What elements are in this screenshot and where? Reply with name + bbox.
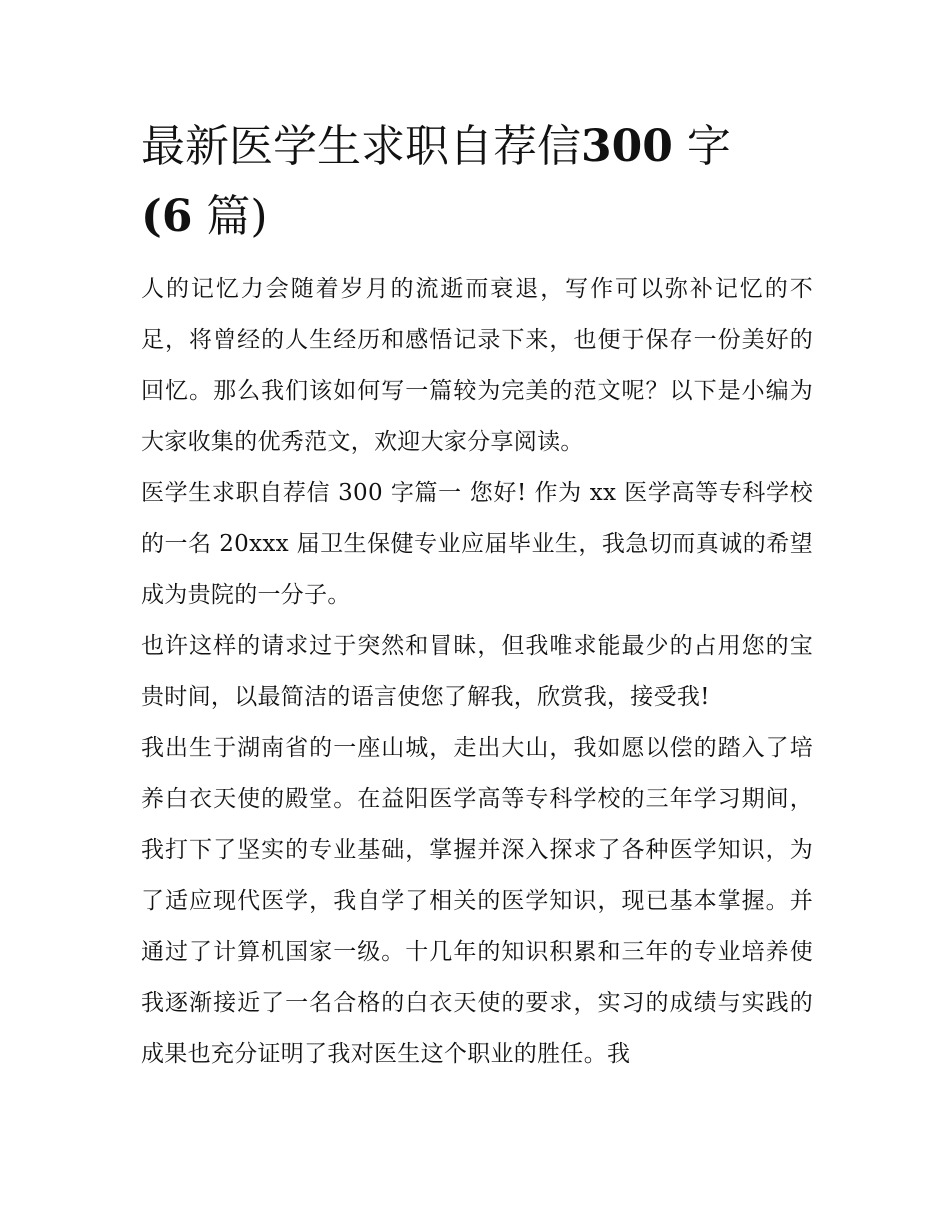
paragraph-greeting: 医学生求职自荐信 300 字篇一 您好! 作为 xx 医学高等专科学校的一名 20xxx 届卫生保健专业应届毕业生，我急切而真诚的希望成为贵院的一分子。 (141, 480, 813, 608)
title-text-2: 字 (672, 121, 731, 172)
title-count: (6 (141, 191, 193, 242)
paragraph-intro: 人的记忆力会随着岁月的流逝而衰退，写作可以弥补记忆的不足，将曾经的人生经历和感悟记录下来，也便于保存一份美好的回忆。那么我们该如何写一篇较为完美的范文呢？以下是小编为大家收集的优秀范文，欢迎大家分享阅读。 (141, 276, 813, 455)
title-number: 300 (581, 121, 673, 172)
paragraph-request: 也许这样的请求过于突然和冒昧，但我唯求能最少的占用您的宝贵时间，以最简洁的语言使您了解我，欣赏我，接受我! (141, 633, 813, 710)
title-text-3: 篇) (192, 191, 268, 242)
document-body (141, 112, 813, 1080)
document-title (141, 112, 813, 252)
title-text-1: 最新医学生求职自荐信 (141, 121, 581, 172)
paragraph-background: 我出生于湖南省的一座山城，走出大山，我如愿以偿的踏入了培养白衣天使的殿堂。在益阳医学高等专科学校的三年学习期间，我打下了坚实的专业基础，掌握并深入探求了各种医学知识，为了适应现代医学，我自学了相关的医学知识，现已基本掌握。并通过了计算机国家一级。十几年的知识积累和三年的专业培养使我逐渐接近了一名合格的白衣天使的要求，实习的成绩与实践的成果也充分证明了我对医生这个职业的胜任。我 (141, 735, 813, 1067)
